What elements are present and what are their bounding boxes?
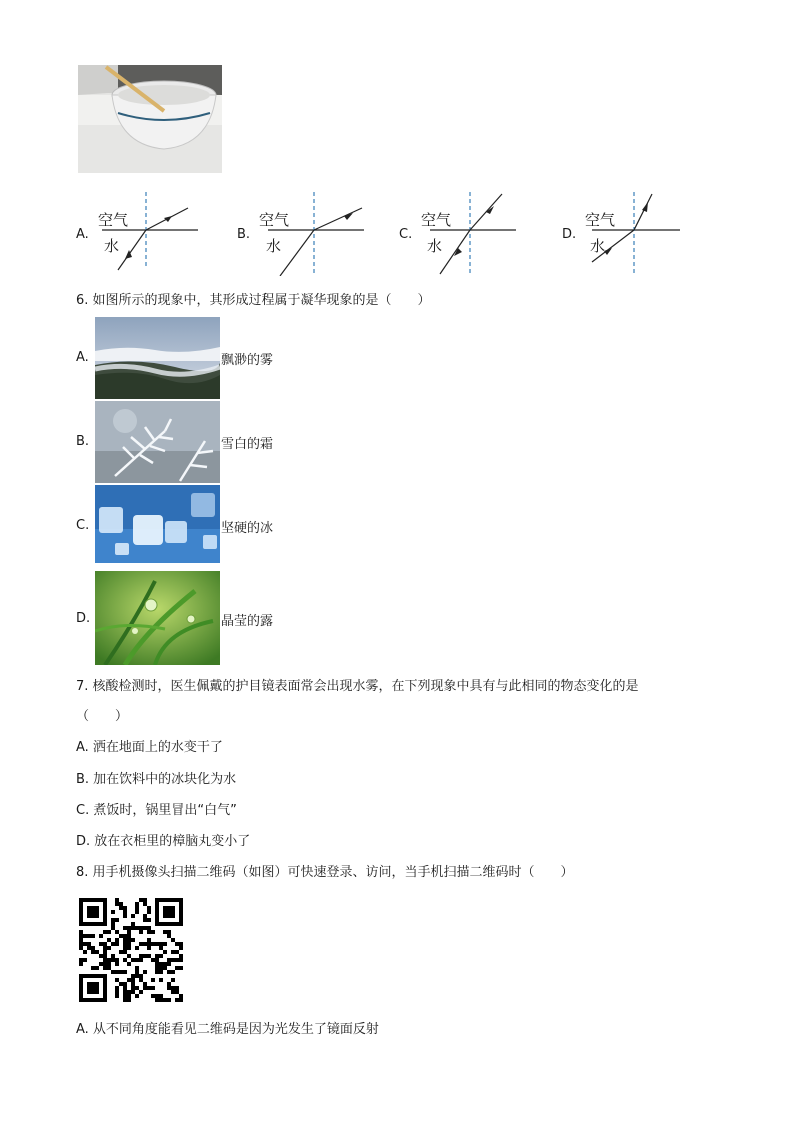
- question-7-option-b: B. 加在饮料中的冰块化为水: [76, 772, 237, 787]
- refraction-options: [0, 188, 794, 276]
- option-letter: A.: [76, 227, 89, 242]
- option-caption: 雪白的霜: [221, 437, 274, 452]
- question-8-option-a: A. 从不同角度能看见二维码是因为光发生了镜面反射: [76, 1022, 379, 1037]
- option-letter: A.: [76, 350, 89, 365]
- air-label: 空气: [98, 211, 129, 229]
- option-caption: 坚硬的冰: [221, 521, 274, 536]
- option-letter: D.: [76, 611, 91, 626]
- option-caption: 飘渺的雾: [221, 353, 274, 368]
- water-label: 水: [266, 237, 282, 255]
- air-label: 空气: [585, 211, 616, 229]
- question-8-stem: 8. 用手机摄像头扫描二维码（如图）可快速登录、访问，当手机扫描二维码时（ ）: [76, 865, 574, 880]
- qr-code-image: [79, 898, 183, 1002]
- option-letter: C.: [76, 518, 90, 533]
- frost-photo: [95, 401, 220, 483]
- air-label: 空气: [259, 211, 290, 229]
- question-6-stem: 6. 如图所示的现象中，其形成过程属于凝华现象的是（ ）: [76, 293, 431, 308]
- refraction-diagram-c: [418, 188, 528, 276]
- option-letter: B.: [76, 434, 90, 449]
- refraction-diagram-b: [256, 188, 366, 276]
- question-7-stem-continued: （ ）: [76, 709, 129, 724]
- option-caption: 晶莹的露: [221, 614, 274, 629]
- air-label: 空气: [421, 211, 452, 229]
- water-label: 水: [427, 237, 443, 255]
- option-letter: D.: [562, 227, 577, 242]
- refraction-diagram-a: [90, 188, 200, 276]
- option-letter: B.: [237, 227, 251, 242]
- question-7-option-c: C. 煮饭时，锅里冒出“白气”: [76, 803, 237, 818]
- water-label: 水: [590, 237, 606, 255]
- fog-photo: [95, 317, 220, 399]
- question-7-option-d: D. 放在衣柜里的樟脑丸变小了: [76, 834, 251, 849]
- ice-photo: [95, 485, 220, 563]
- option-letter: C.: [399, 227, 413, 242]
- water-label: 水: [104, 237, 120, 255]
- bowl-photo: [78, 65, 222, 173]
- dew-photo: [95, 571, 220, 665]
- refraction-diagram-d: [582, 188, 692, 276]
- question-7-stem: 7. 核酸检测时，医生佩戴的护目镜表面常会出现水雾，在下列现象中具有与此相同的物态变化的是: [76, 679, 639, 694]
- question-7-option-a: A. 洒在地面上的水变干了: [76, 740, 223, 755]
